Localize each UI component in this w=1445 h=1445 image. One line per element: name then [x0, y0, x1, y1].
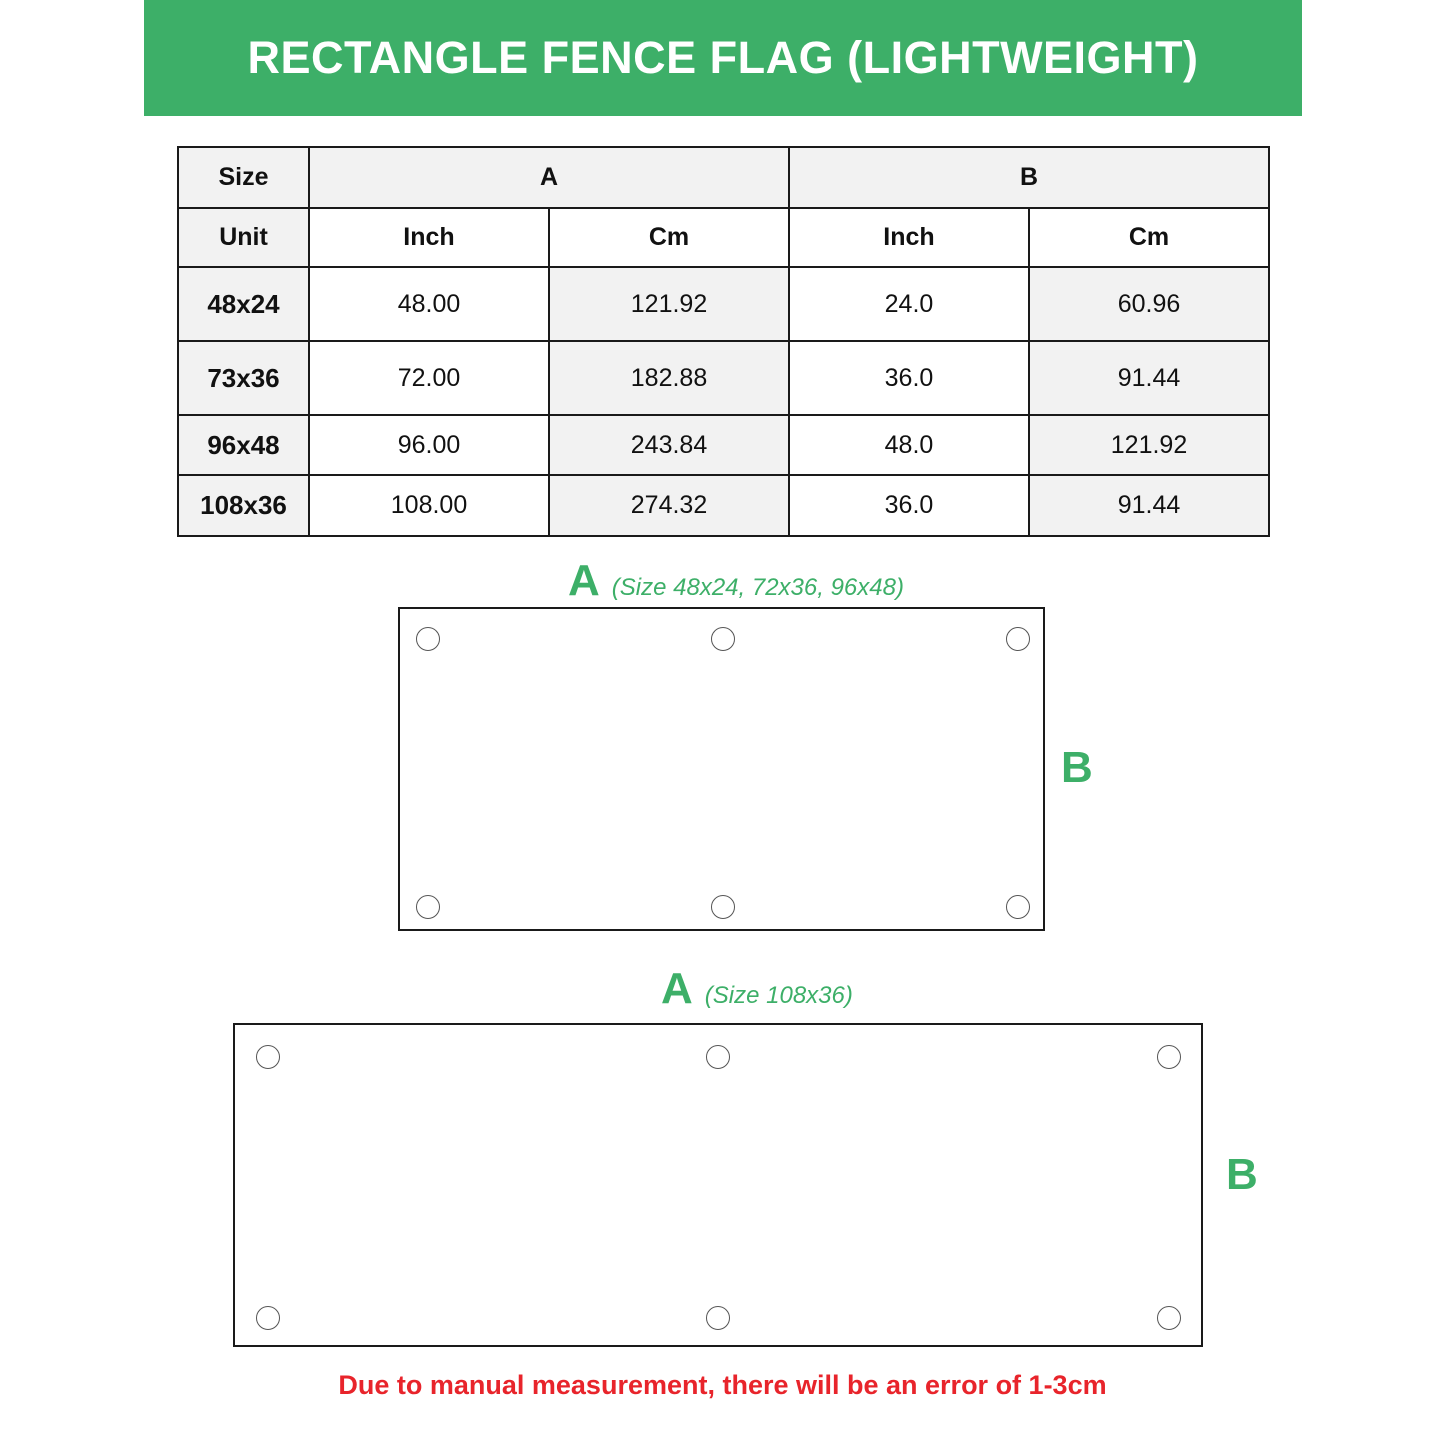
dimension-b-letter: B [1226, 1150, 1258, 1199]
a-cm-header: Cm [549, 208, 789, 267]
b-inch-header: Inch [789, 208, 1029, 267]
measurement-disclaimer: Due to manual measurement, there will be an error of 1-3cm [338, 1370, 1107, 1400]
a-inch-header: Inch [309, 208, 549, 267]
a-cm-cell: 121.92 [549, 267, 789, 341]
dimension-a-note: (Size 48x24, 72x36, 96x48) [611, 574, 904, 601]
grommet-icon [256, 1306, 280, 1330]
size-cell: 108x36 [178, 475, 309, 536]
dimension-a-header: A [309, 147, 789, 208]
b-inch-cell: 36.0 [789, 341, 1029, 415]
unit-header: Unit [178, 208, 309, 267]
dimension-a-letter: A [568, 556, 600, 605]
table-row [178, 341, 1269, 415]
table-unit-row [178, 208, 1269, 267]
grommet-icon [256, 1045, 280, 1069]
b-cm-cell: 121.92 [1029, 415, 1269, 475]
a-inch-cell: 48.00 [309, 267, 549, 341]
table-header-row [178, 147, 1269, 208]
b-cm-cell: 60.96 [1029, 267, 1269, 341]
grommet-icon [711, 895, 735, 919]
flag-diagram-standard [398, 607, 1045, 931]
a-inch-cell: 72.00 [309, 341, 549, 415]
a-inch-cell: 108.00 [309, 475, 549, 536]
b-cm-cell: 91.44 [1029, 475, 1269, 536]
table-row [178, 415, 1269, 475]
grommet-icon [1157, 1306, 1181, 1330]
grommet-icon [1157, 1045, 1181, 1069]
dimension-b-header: B [789, 147, 1269, 208]
grommet-icon [1006, 627, 1030, 651]
diagram1-a-label [568, 556, 904, 606]
dimension-b-letter: B [1061, 743, 1093, 792]
grommet-icon [416, 895, 440, 919]
size-cell: 96x48 [178, 415, 309, 475]
grommet-icon [416, 627, 440, 651]
size-cell: 48x24 [178, 267, 309, 341]
a-cm-cell: 243.84 [549, 415, 789, 475]
size-table [177, 146, 1270, 537]
page-title: RECTANGLE FENCE FLAG (LIGHTWEIGHT) [247, 32, 1199, 83]
table-row [178, 267, 1269, 341]
b-inch-cell: 36.0 [789, 475, 1029, 536]
a-inch-cell: 96.00 [309, 415, 549, 475]
dimension-a-letter: A [661, 964, 693, 1013]
grommet-icon [706, 1045, 730, 1069]
a-cm-cell: 274.32 [549, 475, 789, 536]
b-inch-cell: 24.0 [789, 267, 1029, 341]
grommet-icon [706, 1306, 730, 1330]
size-header: Size [178, 147, 309, 208]
title-banner [144, 0, 1302, 116]
flag-diagram-long [233, 1023, 1203, 1347]
grommet-icon [711, 627, 735, 651]
grommet-icon [1006, 895, 1030, 919]
b-cm-cell: 91.44 [1029, 341, 1269, 415]
a-cm-cell: 182.88 [549, 341, 789, 415]
size-cell: 73x36 [178, 341, 309, 415]
b-cm-header: Cm [1029, 208, 1269, 267]
table-row [178, 475, 1269, 536]
b-inch-cell: 48.0 [789, 415, 1029, 475]
dimension-a-note: (Size 108x36) [704, 982, 853, 1009]
diagram2-a-label [661, 964, 853, 1014]
